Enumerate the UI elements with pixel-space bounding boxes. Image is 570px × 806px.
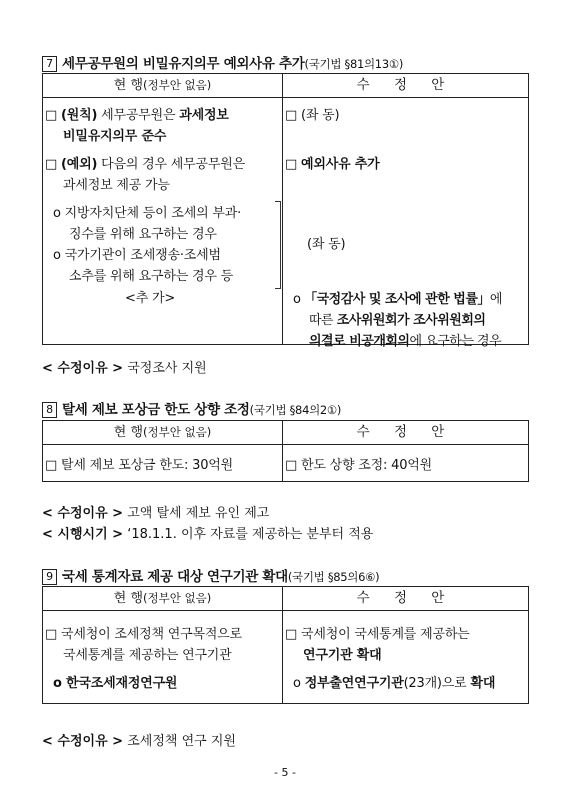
left-line-3: □ (예외) 다음의 경우 세무공무원은 (45, 157, 245, 172)
page-number: - 5 - (274, 766, 296, 779)
section-heading: 탈세 제보 포상금 한도 상향 조정 (62, 402, 250, 418)
revised-cell (283, 445, 529, 482)
right-line-1: □ 한도 상향 조정: 40억원 (285, 458, 432, 473)
left-line-3: ο 한국조세재정연구원 (53, 676, 178, 691)
section-9-reason (42, 730, 236, 749)
revised-cell (283, 611, 529, 704)
reason-label: < 수정이유 > (42, 734, 124, 749)
section-number: 9 (42, 569, 57, 585)
right-line-2: 연구기관 확대 (303, 648, 382, 663)
section-8-reason (42, 502, 269, 521)
law-reference: (국기법 §84의2①) (249, 403, 342, 417)
section-7-reason (42, 357, 207, 376)
reason-text: 조세정책 연구 지원 (127, 734, 236, 749)
right-line-1: □ (좌 동) (285, 108, 340, 123)
left-line-7: ο 국가기관이 조세쟁송·조세범 (53, 248, 221, 263)
header-current (43, 587, 283, 611)
section-7-title (42, 52, 403, 72)
section-number: 8 (42, 402, 57, 418)
right-line-4: ο 「국정감사 및 조사에 관한 법률」에 (293, 292, 502, 307)
left-line-4: 과세정보 제공 가능 (63, 178, 170, 193)
bracket-icon (275, 201, 281, 289)
right-line-3: ο 정부출연연구기관(23개)으로 확대 (293, 676, 496, 691)
right-line-6: 의결로 비공개회의에 요구하는 경우 (309, 334, 502, 349)
section-9-table (42, 586, 529, 704)
section-heading: 국세 통계자료 제공 대상 연구기관 확대 (62, 569, 288, 585)
reason-label: < 수정이유 > (42, 361, 124, 376)
header-current (43, 74, 283, 98)
section-9-title (42, 565, 379, 585)
current-cell (43, 98, 283, 345)
header-current-label: 현 행 (113, 591, 144, 606)
header-revised: 수 정 안 (283, 587, 529, 611)
left-line-1: □ 국세청이 조세정책 연구목적으로 (45, 627, 242, 642)
left-line-2: 국세통계를 제공하는 연구기관 (63, 648, 232, 663)
current-cell (43, 611, 283, 704)
header-current-label: 현 행 (113, 425, 144, 440)
right-line-5: 따른 조사위원회가 조사위원회의 (309, 313, 486, 328)
left-line-6: 징수를 위해 요구하는 경우 (69, 227, 217, 242)
left-line-1: □ 탈세 제보 포상금 한도: 30억원 (45, 458, 234, 473)
law-reference: (국기법 §81의13①) (304, 57, 404, 71)
reason-text: 고액 탈세 제보 유인 제고 (127, 506, 270, 521)
header-current (43, 421, 283, 445)
right-line-3: (좌 동) (307, 237, 346, 252)
left-line-1: □ (원칙) 세무공무원은 과세정보 (45, 108, 229, 123)
right-line-2: □ 예외사유 추가 (285, 157, 380, 172)
header-current-sub: (정부안 없음) (143, 591, 212, 605)
left-line-5: ο 지방자치단체 등이 조세의 부과· (53, 206, 242, 221)
reason-label: < 수정이유 > (42, 506, 124, 521)
left-line-8: 소추를 위해 요구하는 경우 등 (69, 269, 234, 284)
law-reference: (국기법 §85의6⑥) (287, 570, 380, 584)
current-cell (43, 445, 283, 482)
revised-cell (283, 98, 529, 349)
section-8-table (42, 420, 529, 482)
left-line-9: <추 가> (125, 291, 176, 306)
section-heading: 세무공무원의 비밀유지의무 예외사유 추가 (62, 56, 305, 72)
section-8-effective (42, 523, 373, 542)
header-revised: 수 정 안 (283, 421, 529, 445)
right-line-1: □ 국세청이 국세통계를 제공하는 (285, 627, 470, 642)
header-current-label: 현 행 (113, 78, 144, 93)
effective-text: ‘18.1.1. 이후 자료를 제공하는 분부터 적용 (127, 527, 374, 542)
section-number: 7 (42, 56, 57, 72)
section-7-table (42, 73, 529, 349)
header-current-sub: (정부안 없음) (143, 78, 212, 92)
reason-text: 국정조사 지원 (127, 361, 207, 376)
header-current-sub: (정부안 없음) (143, 425, 212, 439)
effective-label: < 시행시기 > (42, 527, 124, 542)
left-line-2: 비밀유지의무 준수 (63, 129, 167, 144)
section-8-title (42, 398, 341, 418)
header-revised: 수 정 안 (283, 74, 529, 98)
